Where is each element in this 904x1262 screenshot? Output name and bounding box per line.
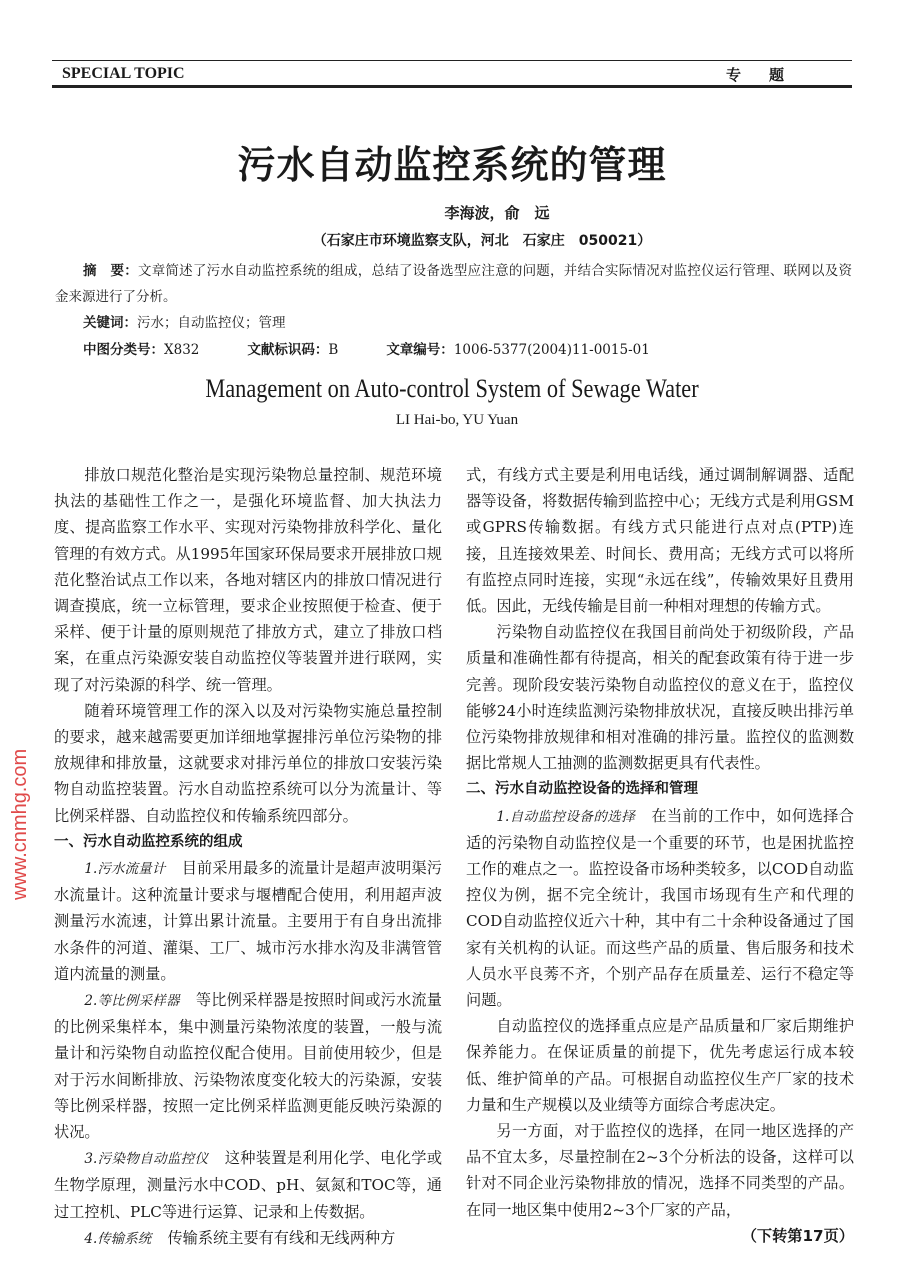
article-number <box>386 337 650 364</box>
paragraph <box>54 855 442 987</box>
paragraph-text: 等比例采样器是按照时间或污水流量的比例采集样本，集中测量污染物浓度的装置，一般与流量计和污染物自动监控仪配合使用。目前使用较少，但是对于污水间断排放、污染物浓度变化较大的污染源，安装等比例采样器，按照一定比例采样监测更能反映污染源的状况。 <box>54 991 442 1142</box>
doc-code-value: B <box>328 342 339 358</box>
paragraph: 排放口规范化整治是实现污染物总量控制、规范环境执法的基础性工作之一，是强化环境监督、加大执法力度、提高监察工作水平、实现对污染物排放科学化、量化管理的有效方式。从1995年国家环保局要求开展排放口规范化整治试点工作以来，各地对辖区内的排放口情况进行调查摸底，统一立标管理，要求企业按照便于检查、便于采样、便于计量的原则规范了排放方式，建立了排放口档案，在重点污染源安装自动监控仪等装置并进行联网，实现了对污染源的科学、统一管理。 <box>54 466 442 694</box>
running-header <box>52 60 852 88</box>
classification-line <box>83 337 904 364</box>
paragraph: 随着环境管理工作的深入以及对污染物实施总量控制的要求，越来越需要更加详细地掌握排污单位污染物的排放规律和排放量，这就要求对排污单位的排放口安装污染物自动监控装置。污水自动监控系统可以分为流量计、等比例采样器、自动监控仪和传输系统四部分。 <box>54 701 442 825</box>
front-matter <box>0 140 904 430</box>
right-column <box>466 462 854 1249</box>
paragraph <box>466 1118 854 1245</box>
english-authors: LI Hai-bo, YU Yuan <box>395 412 519 428</box>
article-number-label: 文章编号： <box>386 342 454 358</box>
paragraph <box>54 987 442 1145</box>
paragraph <box>54 1145 442 1225</box>
article-title: 污水自动监控系统的管理 <box>237 143 667 187</box>
doc-code-label: 文献标识码： <box>247 342 329 358</box>
subheading: 1.污水流量计 <box>84 861 166 878</box>
left-column <box>54 462 442 1252</box>
document-code <box>247 337 338 364</box>
paragraph <box>54 1225 442 1252</box>
abstract-label: 摘 要： <box>83 263 138 279</box>
article-number-value: 1006-5377(2004)11-0015-01 <box>453 342 650 358</box>
subheading: 3.污染物自动监控仪 <box>84 1151 209 1168</box>
paragraph-text: 这种装置是利用化学、电化学或生物学原理，测量污水中COD、pH、氨氮和TOC等，通过工控机、PLC等进行运算、记录和上传数据。 <box>54 1149 442 1221</box>
watermark: www.cnmhg.com <box>9 748 31 900</box>
section-label-cn: 专题 <box>725 66 812 84</box>
clc-value: X832 <box>164 342 200 358</box>
section-heading-2: 二、污水自动监控设备的选择和管理 <box>466 781 698 798</box>
keywords-label: 关键词： <box>83 315 137 331</box>
paragraph: 污染物自动监控仪在我国目前尚处于初级阶段，产品质量和准确性都有待提高，相关的配套政策有待于进一步完善。现阶段安装污染物自动监控仪的意义在于，监控仪能够24小时连续监测污染物排放状况，直接反映出排污单位污染物排放规律和相对准确的排污量。监控仪的监测数据比常规人工抽测的监测数据更具有代表性。 <box>466 623 854 773</box>
english-title: Management on Auto-control System of Sewage Water <box>205 374 699 403</box>
paragraph-text: 目前采用最多的流量计是超声波明渠污水流量计。这种流量计要求与堰槽配合使用，利用超声波测量污水流速，计算出累计流量。主要用于有自身出流排水条件的河道、灌渠、工厂、城市污水排水沟及非满管管道内流量的测量。 <box>54 859 442 983</box>
clc-number <box>83 337 199 364</box>
subheading: 1.自动监控设备的选择 <box>496 808 636 825</box>
paragraph <box>466 803 854 1014</box>
paragraph-text: 传输系统主要有有线和无线两种方 <box>167 1228 396 1247</box>
keywords <box>83 310 904 337</box>
authors: 李海波，俞 远 <box>444 204 550 222</box>
subheading: 4.传输系统 <box>84 1230 152 1247</box>
subheading: 2.等比例采样器 <box>84 993 180 1010</box>
keywords-text: 污水；自动监控仪；管理 <box>137 315 286 331</box>
affiliation: （石家庄市环境监察支队，河北 石家庄 050021） <box>312 233 652 249</box>
paragraph: 自动监控仪的选择重点应是产品质量和厂家后期维护保养能力。在保证质量的前提下，优先考虑运行成本较低、维护简单的产品。可根据自动监控仪生产厂家的技术力量和生产规模以及业绩等方面综合考虑决定。 <box>466 1017 854 1114</box>
paragraph-text: 在当前的工作中，如何选择合适的污染物自动监控仪是一个重要的环节，也是困扰监控工作的难点之一。监控设备市场种类较多，以COD自动监控仪为例，据不完全统计，我国市场现有生产和代理的COD自动监控仪近六十种，其中有二十余种设备通过了国家有关机构的认证。而这些产品的质量、售后服务和技术人员水平良莠不齐，个别产品存在质量差、运行不稳定等问题。 <box>466 806 854 1010</box>
clc-label: 中图分类号： <box>83 342 164 358</box>
abstract <box>55 258 852 310</box>
paragraph: 式，有线方式主要是利用电话线，通过调制解调器、适配器等设备，将数据传输到监控中心；无线方式是利用GSM或GPRS传输数据。有线方式只能进行点对点(PTP)连接，且连接效果差、时间长、费用高；无线方式可以将所有监控点同时连接，实现“永远在线”，传输效果好且费用低。因此，无线传输是目前一种相对理想的传输方式。 <box>466 466 854 616</box>
paragraph-text: 另一方面，对于监控仪的选择，在同一地区选择的产品不宜太多，尽量控制在2~3个分析法的设备，这样可以针对不同企业污染物排放的情况，选择不同类型的产品。在同一地区集中使用2~3个厂家的产品， <box>466 1122 854 1219</box>
abstract-text: 文章简述了污水自动监控系统的组成，总结了设备选型应注意的问题，并结合实际情况对监控仪运行管理、联网以及资金来源进行了分析。 <box>55 263 853 305</box>
section-heading-1: 一、污水自动监控系统的组成 <box>54 833 243 850</box>
section-label-en: SPECIAL TOPIC <box>62 65 185 82</box>
continued-note: （下转第17页） <box>741 1226 854 1245</box>
